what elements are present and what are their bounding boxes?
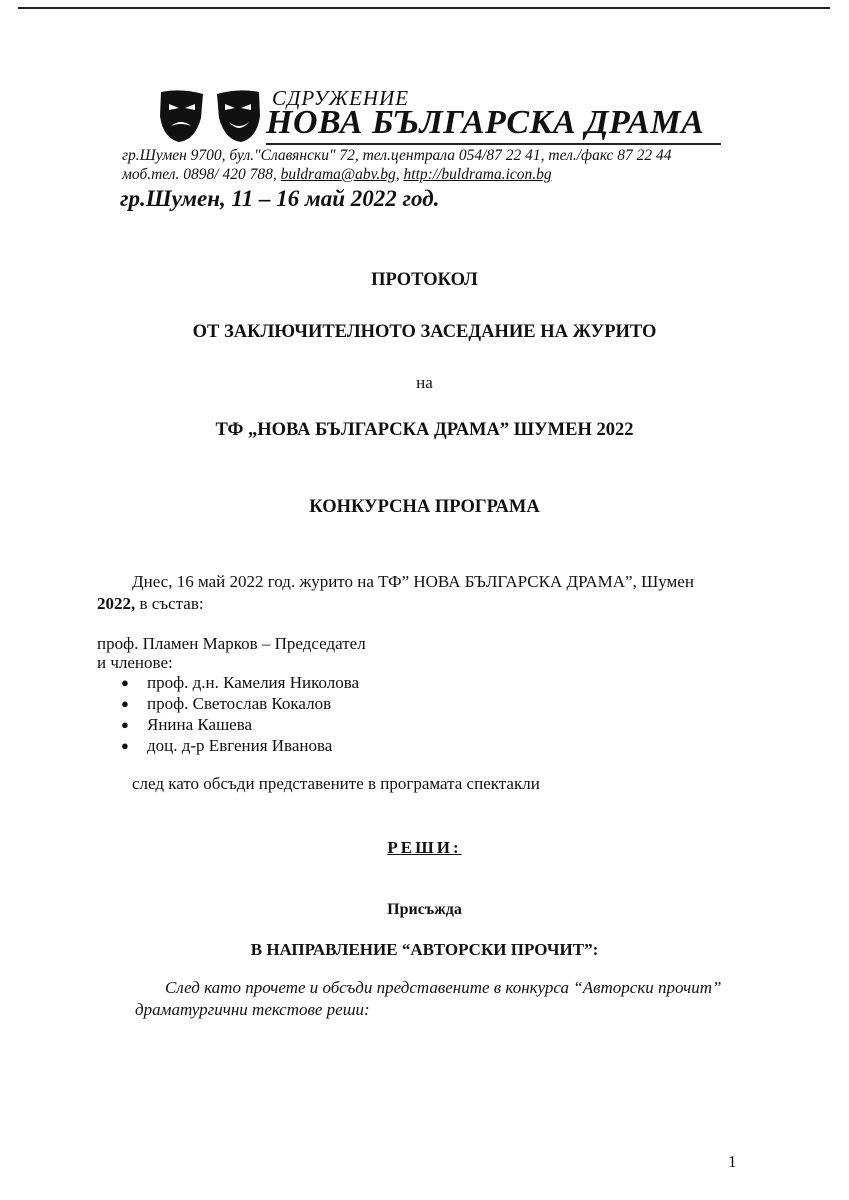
list-item bbox=[97, 693, 359, 714]
member-name: Янина Кашева bbox=[147, 715, 253, 734]
jury-chair: проф. Пламен Марков – Председател bbox=[97, 634, 366, 653]
contact-separator: , bbox=[395, 166, 404, 183]
connector-word: на bbox=[416, 373, 433, 392]
list-item bbox=[97, 672, 359, 693]
members-label: и членове: bbox=[97, 653, 173, 672]
contact-mobile: моб.тел. 0898/ 420 788, bbox=[122, 166, 281, 183]
email-link[interactable]: buldrama@abv.bg bbox=[280, 166, 396, 183]
intro-composition: в състав: bbox=[135, 594, 204, 613]
document-title: ПРОТОКОЛ bbox=[371, 270, 478, 290]
list-item bbox=[97, 714, 359, 735]
member-name: проф. д.н. Камелия Николова bbox=[147, 673, 360, 692]
contact-phones-links bbox=[122, 166, 552, 184]
list-item bbox=[97, 735, 359, 756]
bullet-icon: ● bbox=[121, 696, 129, 711]
decision-heading bbox=[0, 838, 849, 858]
festival-name: ТФ „НОВА БЪЛГАРСКА ДРАМА” ШУМЕН 2022 bbox=[215, 420, 634, 440]
page-number: 1 bbox=[728, 1152, 737, 1171]
member-name: проф. Светослав Кокалов bbox=[147, 694, 332, 713]
document-subtitle: ОТ ЗАКЛЮЧИТЕЛНОТО ЗАСЕДАНИЕ НА ЖУРИТО bbox=[192, 322, 657, 342]
festival-dates: гр.Шумен, 11 – 16 май 2022 год. bbox=[120, 186, 440, 211]
decision-text: РЕШИ: bbox=[387, 838, 462, 857]
direction-heading: В НАПРАВЛЕНИЕ “АВТОРСКИ ПРОЧИТ”: bbox=[250, 940, 599, 959]
contact-address: гр.Шумен 9700, бул."Славянски" 72, тел.централа 054/87 22 41, тел./факс 87 22 44 bbox=[122, 147, 672, 164]
top-border-line bbox=[18, 7, 830, 9]
award-heading: Присъжда bbox=[387, 901, 462, 918]
bullet-icon: ● bbox=[121, 738, 129, 753]
letterhead-divider bbox=[266, 143, 721, 145]
program-heading: КОНКУРСНА ПРОГРАМА bbox=[309, 497, 540, 517]
bullet-icon: ● bbox=[121, 675, 129, 690]
jury-members-list bbox=[97, 672, 359, 756]
direction-text-line-1: След като прочете и обсъди представените в конкурса “Авторски прочит” bbox=[165, 978, 722, 997]
website-link[interactable]: http://buldrama.icon.bg bbox=[403, 166, 552, 183]
after-discussion-text: след като обсъди представените в програмата спектакли bbox=[132, 774, 540, 793]
org-name: НОВА БЪЛГАРСКА ДРАМА bbox=[266, 104, 705, 141]
org-prefix: СДРУЖЕНИЕ bbox=[272, 86, 410, 110]
bullet-icon: ● bbox=[121, 717, 129, 732]
intro-year: 2022, bbox=[97, 594, 136, 613]
direction-text-line-2: драматургични текстове реши: bbox=[135, 1000, 370, 1019]
intro-line-2 bbox=[97, 594, 204, 614]
member-name: доц. д-р Евгения Иванова bbox=[147, 736, 333, 755]
intro-line-1: Днес, 16 май 2022 год. журито на ТФ” НОВА БЪЛГАРСКА ДРАМА”, Шумен bbox=[132, 572, 694, 591]
theatre-masks-logo bbox=[155, 88, 265, 144]
